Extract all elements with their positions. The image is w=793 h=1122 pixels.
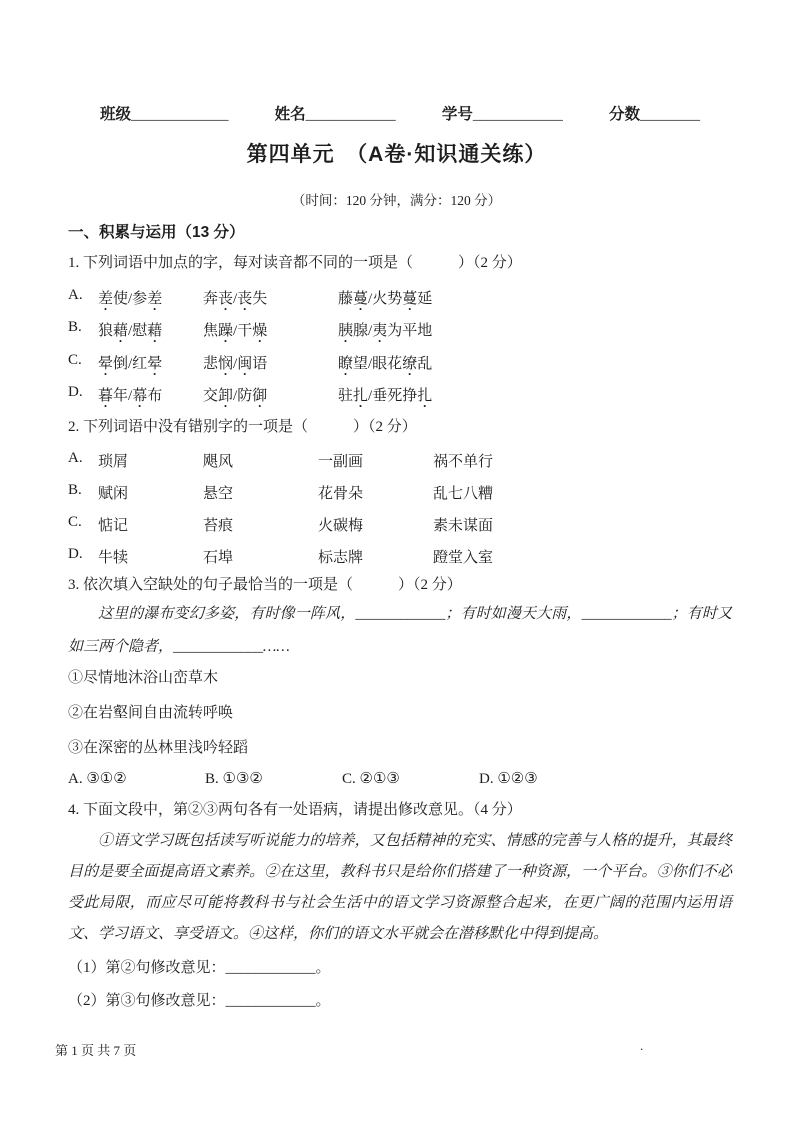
class-label: 班级 xyxy=(100,106,132,123)
q1-option-a-label: A. xyxy=(68,287,83,303)
q1-option-b-cell2: 焦躁/干燥 xyxy=(203,323,268,339)
header-fields xyxy=(100,102,700,124)
q3-option-a xyxy=(68,769,205,788)
q2-option-d xyxy=(68,546,748,567)
q4-blank-2: （2）第③句修改意见：____________。 xyxy=(68,993,331,1009)
page-footer: 第 1 页 共 7 页 xyxy=(55,1043,137,1058)
q2-option-a-label: A. xyxy=(68,450,83,466)
q1-option-b-label: B. xyxy=(68,319,82,335)
q1-option-c-label: C. xyxy=(68,352,82,368)
q4-blank-1: （1）第②句修改意见：____________。 xyxy=(68,960,331,976)
q2-option-c-label: C. xyxy=(68,514,82,530)
q2-option-a xyxy=(68,450,748,471)
q2-option-c-cell1: 惦记 xyxy=(98,518,129,534)
q1-option-b xyxy=(68,319,748,340)
q3-option-d xyxy=(479,769,616,788)
q2-option-d-cell2: 石埠 xyxy=(203,550,234,566)
q3-options-row xyxy=(68,769,748,788)
q3-option-c-value: ②①③ xyxy=(359,771,400,787)
q2-option-b-cell2: 悬空 xyxy=(203,486,234,502)
exam-subtitle: （时间：120 分钟，满分：120 分） xyxy=(291,193,502,208)
q4-stem: 4. 下面文段中，第②③两句各有一处语病，请提出修改意见。（4 分） xyxy=(68,802,522,818)
section-heading: 一、积累与运用（13 分） xyxy=(68,224,245,241)
score-label: 分数 xyxy=(608,106,640,123)
q1-stem: 1. 下列词语中加点的字，每对读音都不同的一项是（ ）（2 分） xyxy=(68,255,522,271)
q3-option-d-label: D. xyxy=(479,771,494,787)
q1-option-d-cell2: 交卸/防御 xyxy=(203,388,268,404)
name-blank: ____________ xyxy=(305,107,396,123)
q2-option-a-cell1: 琐屑 xyxy=(98,454,129,470)
q2-option-d-label: D. xyxy=(68,546,83,562)
score-field xyxy=(609,102,700,124)
q3-item-2: ②在岩壑间自由流转呼唤 xyxy=(68,705,234,721)
q1-option-b-cell1: 狼藉/慰藉 xyxy=(98,323,163,339)
q2-option-c-cell3: 火碳梅 xyxy=(318,518,364,534)
q2-stem: 2. 下列词语中没有错别字的一项是（ ）（2 分） xyxy=(68,419,417,435)
class-blank: _____________ xyxy=(131,107,229,123)
q2-option-b-cell4: 乱七八糟 xyxy=(433,486,494,502)
q3-option-c-label: C. xyxy=(342,771,356,787)
q2-option-c-cell2: 苔痕 xyxy=(203,518,234,534)
q1-option-c xyxy=(68,352,748,373)
q1-option-a xyxy=(68,287,748,308)
q3-stem: 3. 依次填入空缺处的句子最恰当的一项是（ ）（2 分） xyxy=(68,577,462,593)
q2-option-b xyxy=(68,482,748,503)
q3-option-d-value: ①②③ xyxy=(497,771,538,787)
q3-passage: 这里的瀑布变幻多姿，有时像一阵风，____________；有时如漫天大雨，____________；有时又如三两个隐者，____________…… xyxy=(68,606,732,655)
q2-option-d-cell1: 牛犊 xyxy=(98,550,129,566)
q3-option-c xyxy=(342,769,479,788)
q3-option-a-label: A. xyxy=(68,771,83,787)
name-field xyxy=(275,102,396,124)
q3-option-b-label: B. xyxy=(205,771,219,787)
q3-item-1: ①尽情地沐浴山峦草木 xyxy=(68,670,219,686)
q3-option-b-value: ①③② xyxy=(222,771,263,787)
name-label: 姓名 xyxy=(274,106,306,123)
q1-option-a-cell3: 藤蔓/火势蔓延 xyxy=(338,291,433,307)
q1-option-d-label: D. xyxy=(68,384,83,400)
q2-option-a-cell4: 祸不单行 xyxy=(433,454,494,470)
q1-option-d-cell1: 暮年/幕布 xyxy=(98,388,163,404)
q2-option-b-cell3: 花骨朵 xyxy=(318,486,364,502)
stray-dot: . xyxy=(640,1038,644,1053)
q2-option-a-cell3: 一副画 xyxy=(318,454,364,470)
score-blank: ________ xyxy=(639,107,700,123)
q1-option-c-cell2: 悲悯/闽语 xyxy=(203,356,268,372)
q2-option-b-label: B. xyxy=(68,482,82,498)
exam-title: 第四单元 （A卷·知识通关练） xyxy=(246,143,547,166)
q2-option-c-cell4: 素未谋面 xyxy=(433,518,494,534)
q3-option-a-value: ③①② xyxy=(86,771,127,787)
q3-item-3: ③在深密的丛林里浅吟轻蹈 xyxy=(68,740,249,756)
q1-option-c-cell1: 晕倒/红晕 xyxy=(98,356,163,372)
student-id-label: 学号 xyxy=(441,106,473,123)
q4-passage: ①语文学习既包括读写听说能力的培养，又包括精神的充实、情感的完善与人格的提升，其最终目的是要全面提高语文素养。②在这里，教科书只是给你们搭建了一种资源，一个平台。③你们不必受此局限，而应尽可能将教科书与社会生活中的语文学习资源整合起来，在更广阔的范围内运用语文、学习语文、享受语文。④这样，你们的语文水平就会在潜移默化中得到提高。 xyxy=(68,833,732,942)
q2-option-d-cell3: 标志牌 xyxy=(318,550,364,566)
q1-option-a-cell2: 奔丧/丧失 xyxy=(203,291,268,307)
q2-option-c xyxy=(68,514,748,535)
q2-option-d-cell4: 蹬堂入室 xyxy=(433,550,494,566)
q2-option-b-cell1: 赋闲 xyxy=(98,486,129,502)
q1-option-d-cell3: 驻扎/垂死挣扎 xyxy=(338,388,433,404)
q3-option-b xyxy=(205,769,342,788)
q1-option-b-cell3: 胰腺/夷为平地 xyxy=(338,323,433,339)
q1-option-d xyxy=(68,384,748,405)
q1-option-c-cell3: 瞭望/眼花缭乱 xyxy=(338,356,433,372)
q1-option-a-cell1: 差使/参差 xyxy=(98,291,163,307)
student-id-field xyxy=(442,102,563,124)
class-field xyxy=(100,102,229,124)
student-id-blank: ____________ xyxy=(472,107,563,123)
q2-option-a-cell2: 飓风 xyxy=(203,454,234,470)
